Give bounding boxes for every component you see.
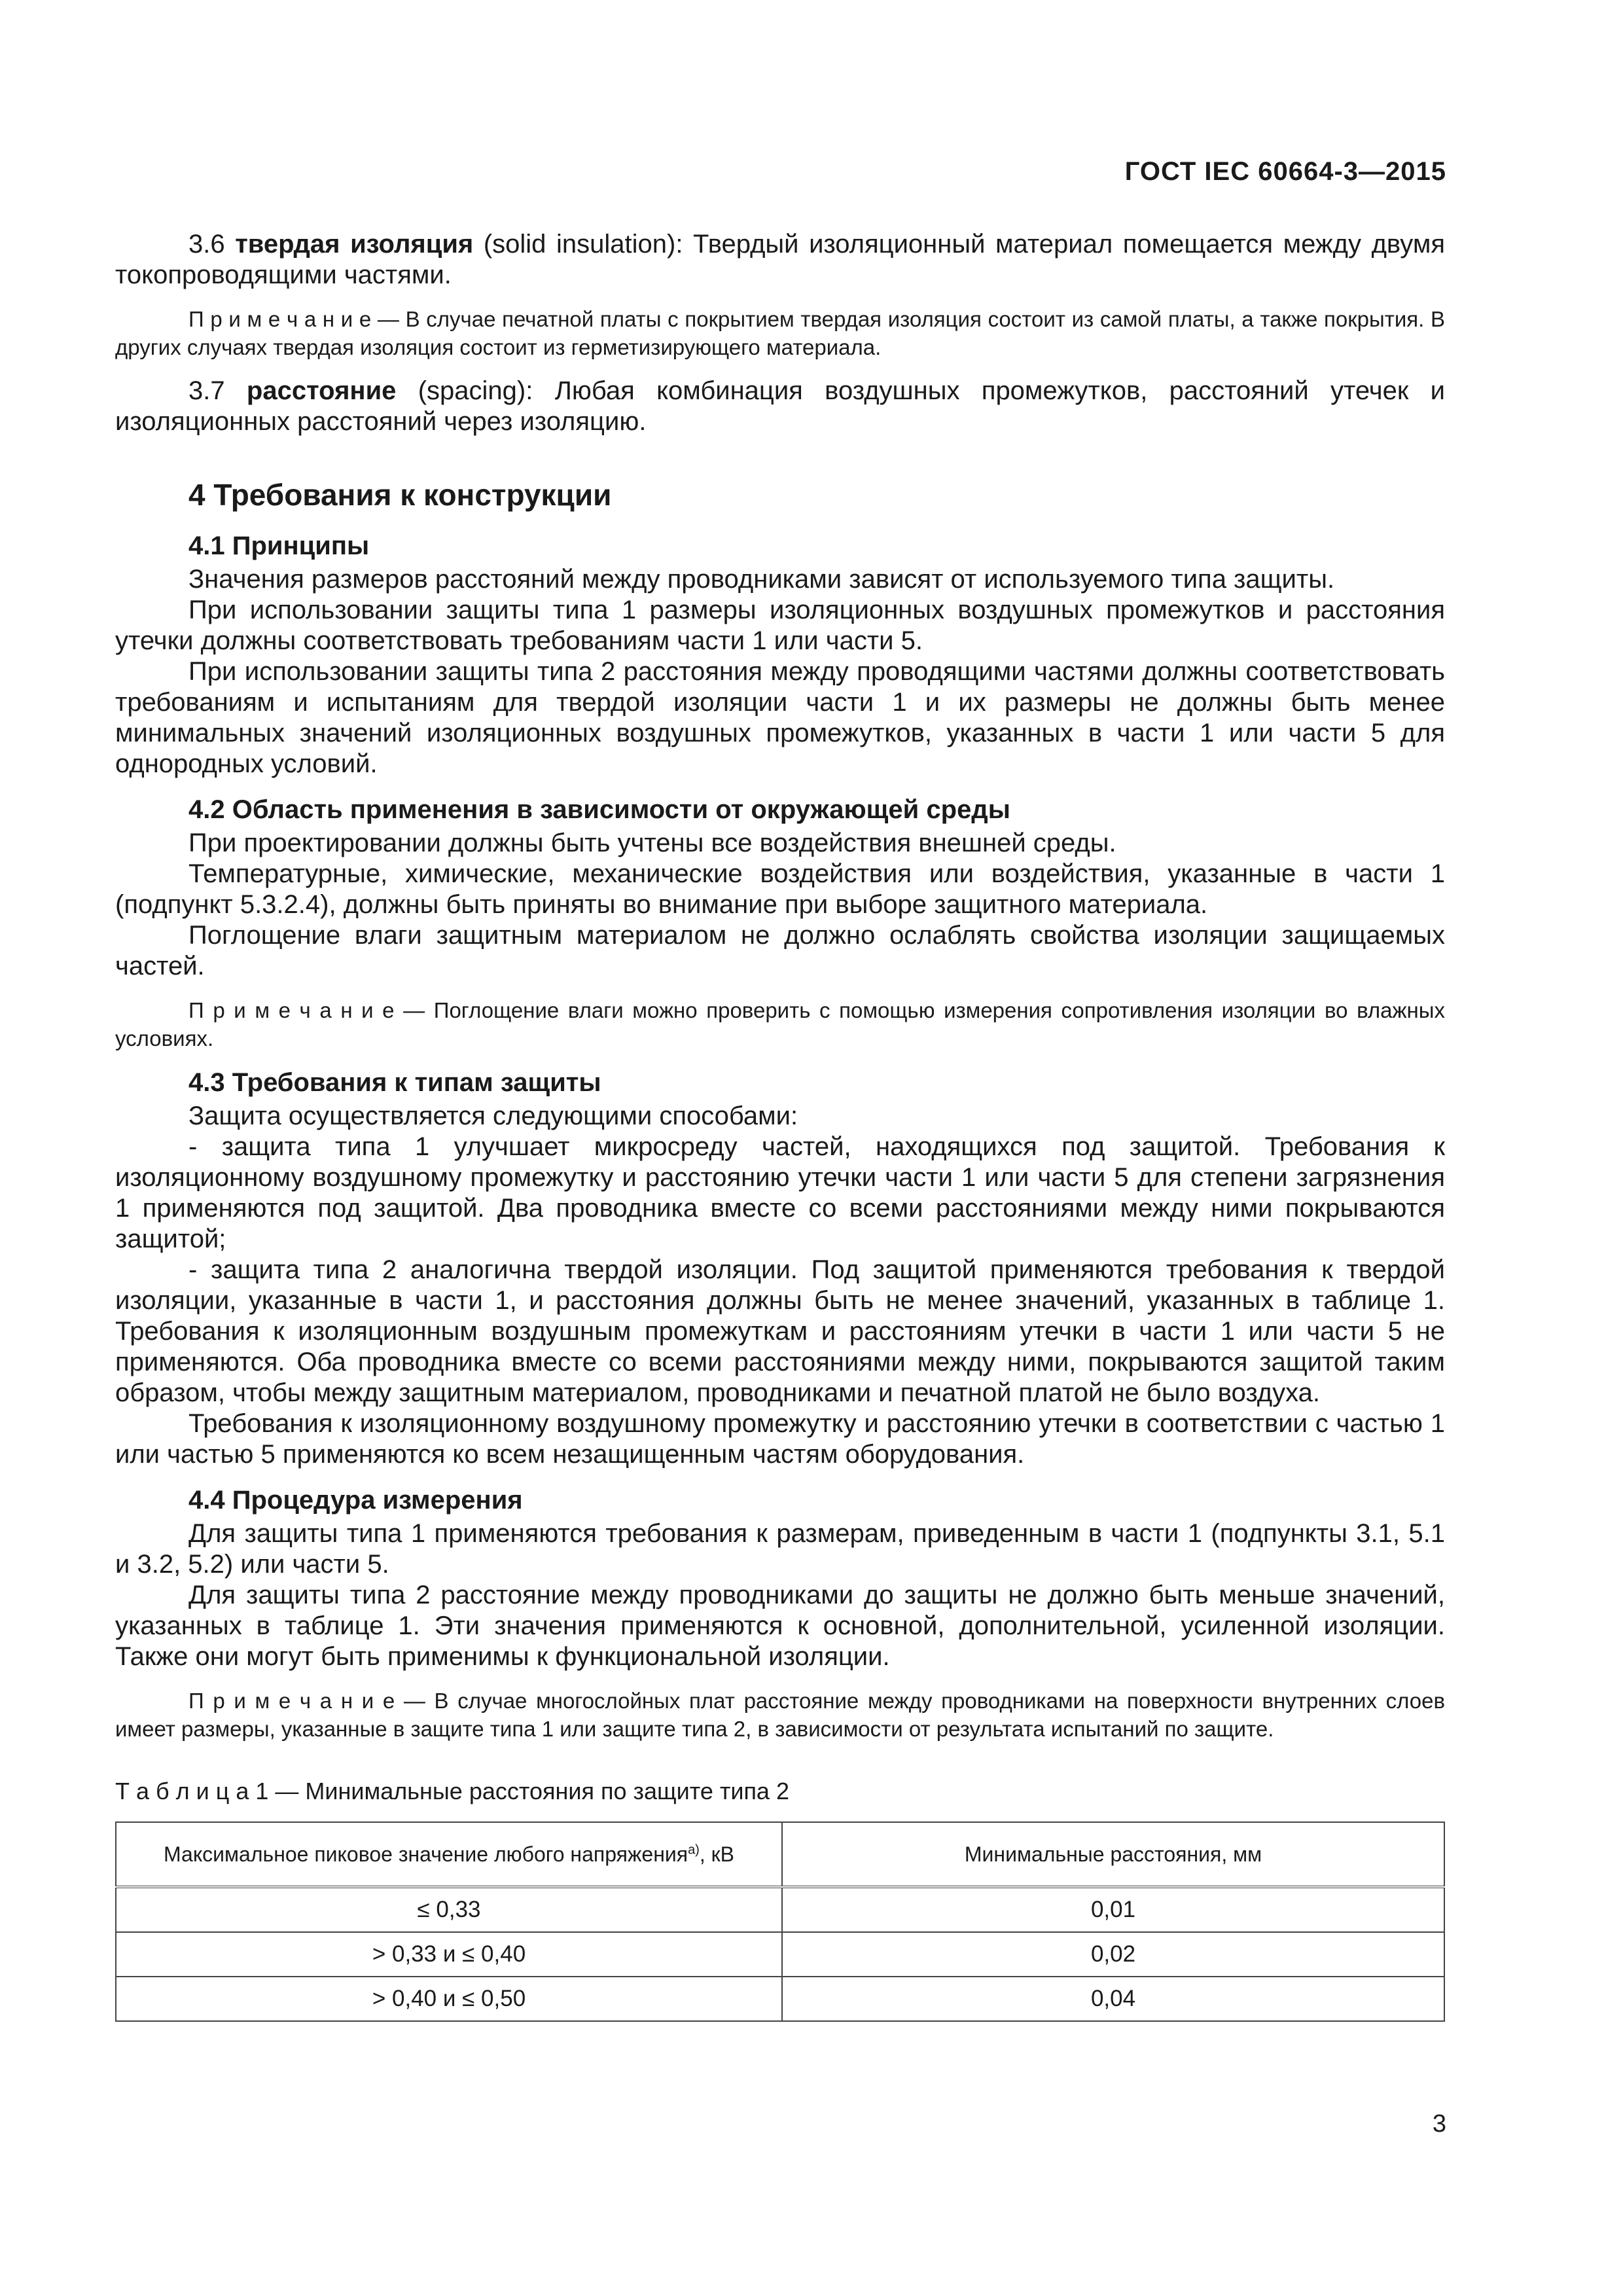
page-number: 3 — [1432, 2110, 1446, 2138]
section-4-2-heading: 4.2 Область применения в зависимости от окружающей среды — [188, 795, 1010, 824]
table-row — [116, 1887, 1444, 1932]
table-caption — [115, 1777, 1445, 1806]
definition-term: расстояние — [246, 376, 397, 405]
minimum-distances-table — [115, 1821, 1445, 2022]
distance-cell: 0,02 — [782, 1932, 1444, 1977]
column-header-text: Максимальное пиковое значение любого напряжения — [164, 1842, 688, 1866]
note-label: П р и м е ч а н и е — [188, 998, 395, 1022]
voltage-cell: > 0,40 и ≤ 0,50 — [116, 1977, 782, 2021]
distance-cell: 0,04 — [782, 1977, 1444, 2021]
paragraph: Для защиты типа 2 расстояние между проводниками до защиты не должно быть меньше значений, указанных в таблице 1. Эти значения применяются к основной, дополнительной, усиленной изоляции. Также они могут быть применимы к функциональной изоляции. — [115, 1581, 1445, 1671]
table-row — [116, 1977, 1444, 2021]
voltage-cell: ≤ 0,33 — [116, 1887, 782, 1932]
section-4-1-heading: 4.1 Принципы — [188, 531, 370, 560]
column-header-voltage — [116, 1822, 782, 1887]
definition-text: (solid insulation): Твердый изоляционный материал помещается между двумя токопроводящими частями. — [115, 230, 1445, 289]
column-header-unit: , кВ — [699, 1842, 734, 1866]
page-content — [115, 229, 1445, 2022]
table-caption-label: Т а б л и ц а — [115, 1778, 249, 1804]
definition-text: (spacing): Любая комбинация воздушных промежутков, расстояний утечек и изоляционных расстояний через изоляцию. — [115, 376, 1445, 436]
paragraph: Для защиты типа 1 применяются требования к размерам, приведенным в части 1 (подпункты 3.1, 5.1 и 3.2, 5.2) или части 5. — [115, 1519, 1445, 1579]
definition-term: твердая изоляция — [235, 230, 474, 259]
paragraph: - защита типа 2 аналогична твердой изоляции. Под защитой применяются требования к твердой изоляции, указанные в части 1, и расстояния должны быть не менее значений, указанных в таблице 1. Требования к изоляционным воздушным промежуткам и расстояниям утечки в части 1 или части 5 не применяются. Оба проводника вместе со всеми расстояниями между ними, покрываются защитой таким образом, чтобы между защитным материалом, проводниками и печатной платой не было воздуха. — [115, 1255, 1445, 1407]
table-caption-text: 1 — Минимальные расстояния по защите типа 2 — [249, 1778, 789, 1804]
note-text: — В случае печатной платы с покрытием твердая изоляция состоит из самой платы, а также покрытия. В других случаях твердая изоляция состоит из герметизирующего материала. — [115, 307, 1445, 359]
definition-3-7 — [115, 376, 1445, 437]
definition-3-6 — [115, 229, 1445, 291]
voltage-cell: > 0,33 и ≤ 0,40 — [116, 1932, 782, 1977]
distance-cell: 0,01 — [782, 1887, 1444, 1932]
paragraph: Защита осуществляется следующими способами: — [188, 1102, 798, 1130]
footnote-marker: а) — [688, 1842, 700, 1857]
note-label: П р и м е ч а н и е — [188, 1689, 395, 1713]
section-4-heading: 4 Требования к конструкции — [188, 478, 612, 512]
paragraph: Значения размеров расстояний между проводниками зависят от используемого типа защиты. — [188, 565, 1335, 594]
paragraph: Поглощение влаги защитным материалом не должно ослаблять свойства изоляции защищаемых частей. — [115, 921, 1445, 980]
note-label: П р и м е ч а н и е — [188, 307, 372, 331]
note-moisture — [115, 996, 1445, 1052]
paragraph: При проектировании должны быть учтены все воздействия внешней среды. — [188, 829, 1116, 857]
table-header-row — [116, 1822, 1444, 1887]
note-solid-insulation — [115, 305, 1445, 361]
note-multilayer — [115, 1687, 1445, 1743]
paragraph: Требования к изоляционному воздушному промежутку и расстоянию утечки в соответствии с частью 1 или частью 5 применяются ко всем незащищенным частям оборудования. — [115, 1409, 1445, 1469]
note-text: — В случае многослойных плат расстояние между проводниками на поверхности внутренних слоев имеет размеры, указанные в защите типа 1 или защите типа 2, в зависимости от результата испытаний по защите. — [115, 1689, 1445, 1741]
section-4-4-heading: 4.4 Процедура измерения — [188, 1486, 523, 1515]
paragraph: - защита типа 1 улучшает микросреду частей, находящихся под защитой. Требования к изоляционному воздушному промежутку и расстоянию утечки части 1 или части 5 для степени загрязнения 1 применяются под защитой. Два проводника вместе со всеми расстояниями между ними покрываются защитой; — [115, 1132, 1445, 1253]
definition-number: 3.7 — [188, 376, 225, 405]
paragraph: При использовании защиты типа 2 расстояния между проводящими частями должны соответствовать требованиям и испытаниям для твердой изоляции части 1 и их размеры не должны быть менее минимальных значений изоляционных воздушных промежутков, указанных в части 1 или части 5 для однородных условий. — [115, 657, 1445, 778]
standard-code: ГОСТ IEC 60664-3—2015 — [1124, 157, 1446, 186]
table-row — [116, 1932, 1444, 1977]
paragraph: Температурные, химические, механические воздействия или воздействия, указанные в части 1 (подпункт 5.3.2.4), должны быть приняты во внимание при выборе защитного материала. — [115, 859, 1445, 919]
definition-number: 3.6 — [188, 230, 225, 259]
section-4-3-heading: 4.3 Требования к типам защиты — [188, 1068, 601, 1097]
column-header-distance: Минимальные расстояния, мм — [782, 1822, 1444, 1887]
note-text: — Поглощение влаги можно проверить с помощью измерения сопротивления изоляции во влажных условиях. — [115, 998, 1445, 1050]
paragraph: При использовании защиты типа 1 размеры изоляционных воздушных промежутков и расстояния утечки должны соответствовать требованиям части 1 или части 5. — [115, 596, 1445, 655]
